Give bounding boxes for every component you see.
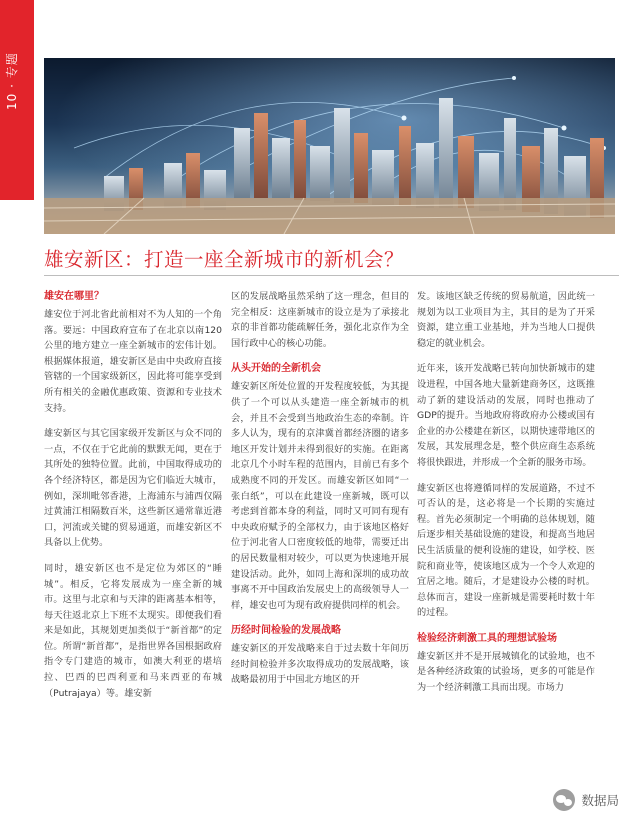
paragraph: 区的发展战略虽然采纳了这一理念，但目的完全相反：这座新城市的设立是为了承接北京的非首都功能疏解任务，强化北京作为全国行政中心的核心功能。 bbox=[231, 291, 409, 349]
paragraph: 发。该地区缺乏传统的贸易航道，因此统一规划为以工业项目为主，其目的是为了开采资源，建立重工业基地，并为当地人口提供稳定的就业机会。 bbox=[417, 291, 595, 349]
text-column-2 bbox=[231, 289, 409, 698]
subheading: 从头开始的全新机会 bbox=[231, 363, 321, 375]
paragraph: 雄安新区也将遵循同样的发展道路，不过不可否认的是，这必将是一个长期的实施过程。首先必须制定一个明确的总体规划，随后逐步相关基础设施的建设，和提高当地居民生活质量的便利设施的建设，如学校、医院和商业等，使该地区成为一个令人欢迎的宜居之地。随后，才是建设办公楼的时机。总体而言，建设一座新城是需要耗时数十年的过程。 bbox=[417, 482, 595, 619]
paragraph: 近年来，该开发战略已转向加快新城市的建设进程，中国各地大量新建商务区，这既推动了新的建设活动的发展，同时也推动了GDP的提升。当地政府将政府办公楼或国有企业的办公楼建在新区，以期快速带地区的发展，其发展理念是，整个供应商生态系统将很快跟进，并形成一个全新的服务市场。 bbox=[417, 363, 595, 468]
wechat-icon bbox=[553, 789, 575, 811]
text-column-3 bbox=[417, 289, 595, 706]
paragraph: 雄安新区并不是开展城镇化的试验地，也不是各种经济政策的试验场，更多的可能是作为一个经济刺激工具而出现。市场力 bbox=[417, 650, 595, 694]
paragraph: 同时，雄安新区也不是定位为郊区的“睡城”。相反，它将发展成为一座全新的城市。这里与北京和与天津的距离基本相等，每天往返北京上下班不太现实。即便我们看来是如此，其规划更加类似于“新首都”的定位。所谓“新首都”，是指世界各国根据政府指令专门建造的城市，如澳大利亚的堪培拉、巴西的巴西利亚和马来西亚的布城（Putrajaya）等。雄安新 bbox=[44, 562, 222, 699]
paragraph: 雄安新区所处位置的开发程度较低，为其提供了一个可以从头建造一座全新城市的机会，并且不会受到当地政治生态的牵制。许多人认为，现有的京津冀首都经济圈的诸多地区开发计划并未得到很好的实施。在距离北京几个小时车程的范围内，目前已有多个成熟度不同的开发区。而雄安新区如同“一张白纸”，可以在此建设一座新城，既可以考虑到首都本身的利益，同时又可同有现有中央政府赋予的全部权力，由于该地区格好位于河北省人口密度较低的地带，需要迁出的居民数量相对较少，可以更为快速地开展建设活动。此外，如同上海和深圳的成功故事离不开中国政治发展史上的高级领导人一样，雄安也可为现有政府提供同样的机会。 bbox=[231, 381, 409, 611]
section-tab-label: 10 · 专题 bbox=[5, 52, 19, 110]
subheading: 雄安在哪里？ bbox=[44, 291, 104, 302]
smart-city-illustration bbox=[44, 58, 615, 234]
watermark-label: 数据局 bbox=[581, 793, 619, 808]
paragraph: 雄安位于河北省此前相对不为人知的一个角落。要远：中国政府宣布了在北京以南120公里的地方建立一座全新城市的宏伟计划。根据媒体报道，雄安新区是由中央政府直接管辖的一个国家级新区，因此将可能享受到所有相关的金融优惠政策、资源和专业技术支持。 bbox=[44, 309, 222, 414]
hero-image bbox=[44, 58, 615, 234]
source-watermark bbox=[553, 789, 619, 811]
subheading: 检验经济刺激工具的理想试验场 bbox=[417, 632, 557, 644]
section-tab bbox=[0, 0, 34, 200]
headline-divider bbox=[44, 275, 619, 276]
article-headline: 雄安新区：打造一座全新城市的新机会？ bbox=[44, 248, 405, 271]
paragraph: 雄安新区与其它国家级开发新区与众不同的一点，不仅在于它此前的默默无闻，更在于其所处的独特位置。此前，中国取得成功的各个经济特区，都是因为它们临近大城市，例如，深圳毗邻香港，上海浦东与浦西仅隔过黄浦江相隔数百米，这些新区通常靠近港口，河流或关键的贸易通道，而雄安新区不具备以上优势。 bbox=[44, 428, 222, 549]
text-column-1 bbox=[44, 289, 222, 711]
subheading: 历经时间检验的发展战略 bbox=[231, 625, 341, 637]
paragraph: 雄安新区的开发战略来自于过去数十年间历经时间检验并多次取得成功的发展战略，该战略最初用于中国北方地区的开 bbox=[231, 643, 409, 686]
